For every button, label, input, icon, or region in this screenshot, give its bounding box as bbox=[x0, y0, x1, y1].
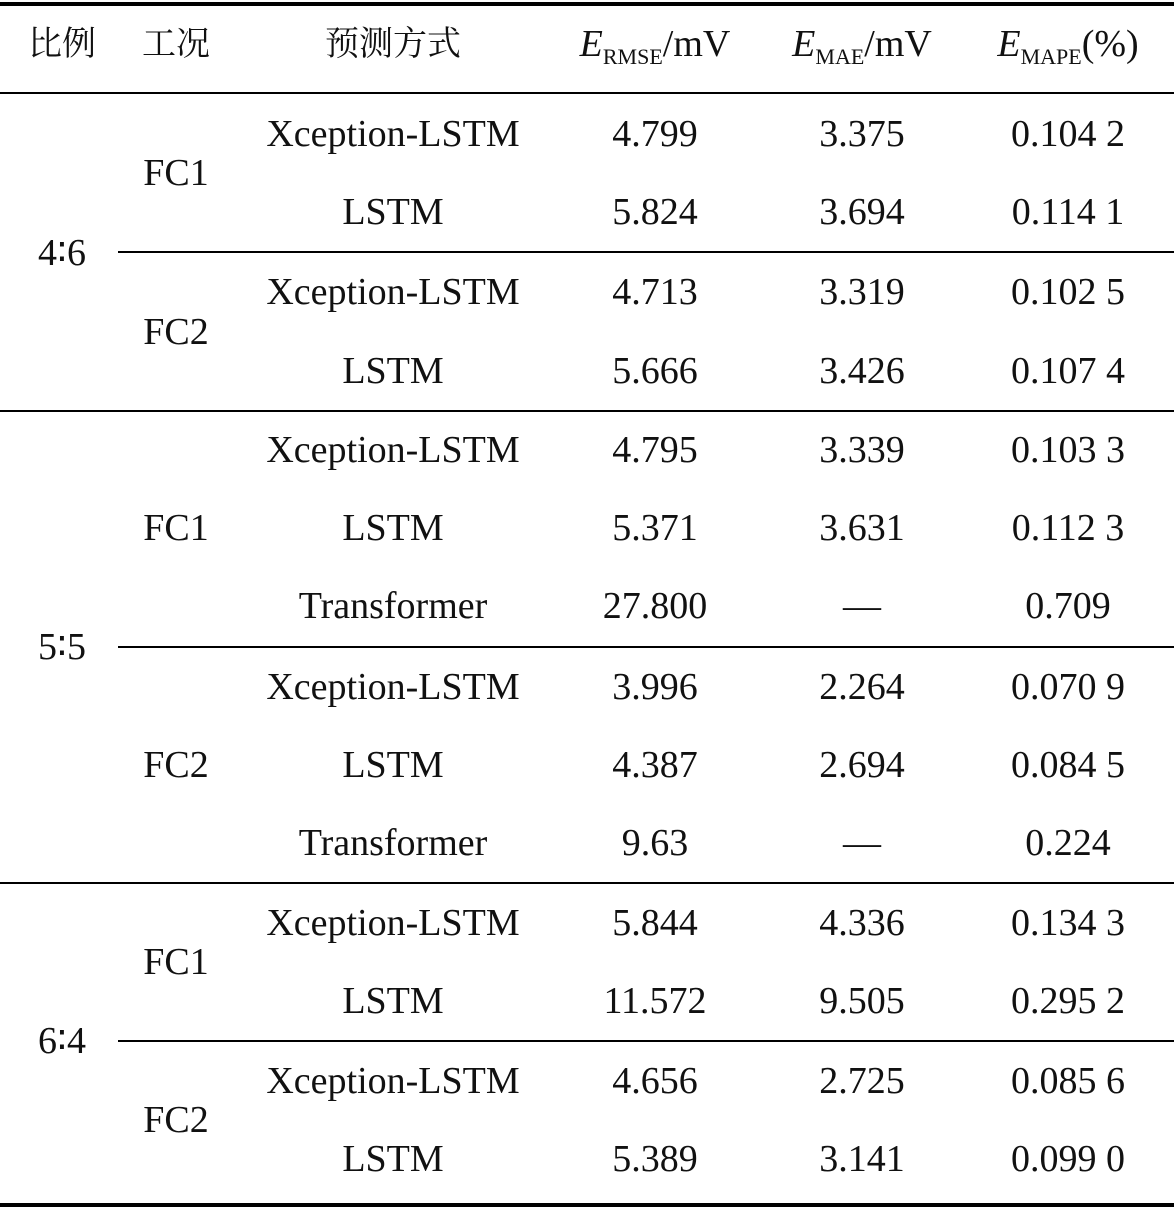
cell-mape: 0.084 5 bbox=[1011, 744, 1125, 786]
cell-rmse: 5.389 bbox=[612, 1138, 698, 1180]
cell-mae: 3.319 bbox=[819, 271, 905, 313]
cell-mape: 0.295 2 bbox=[1011, 980, 1125, 1022]
cell-condition: FC2 bbox=[143, 310, 209, 353]
header-rmse: $E_{RMSE}/mV$ bbox=[579, 23, 731, 69]
cell-rmse: 27.800 bbox=[602, 585, 708, 627]
cell-mae: 3.694 bbox=[819, 191, 905, 233]
cell-method: LSTM bbox=[342, 1138, 444, 1180]
cell-mape: 0.709 bbox=[1025, 585, 1111, 627]
bottom-rule bbox=[0, 1203, 1174, 1207]
cell-rmse: 4.387 bbox=[612, 744, 698, 786]
cell-mape: 0.103 3 bbox=[1011, 429, 1125, 471]
cell-rmse: 4.713 bbox=[612, 271, 698, 313]
cell-mae: 4.336 bbox=[819, 902, 905, 944]
cell-mae: — bbox=[843, 822, 881, 864]
cell-method: Xception-LSTM bbox=[266, 429, 520, 471]
cell-mae: — bbox=[843, 585, 881, 627]
cell-rmse: 5.371 bbox=[612, 507, 698, 549]
cell-method: Xception-LSTM bbox=[266, 902, 520, 944]
cell-condition: FC1 bbox=[143, 152, 209, 194]
cell-method: Xception-LSTM bbox=[266, 1060, 520, 1102]
cell-method: Transformer bbox=[298, 585, 488, 627]
cell-ratio: 6∶4 bbox=[38, 1020, 86, 1062]
cell-rmse: 5.824 bbox=[612, 191, 698, 233]
cell-condition: FC2 bbox=[143, 1099, 209, 1141]
cell-mae: 3.375 bbox=[819, 113, 905, 155]
header-ratio: 比例 bbox=[28, 24, 96, 64]
cell-method: LSTM bbox=[342, 744, 444, 786]
header-mae: $E_{MAE}/mV$ bbox=[792, 23, 932, 69]
cell-rmse: 11.572 bbox=[603, 980, 707, 1022]
cell-condition: FC1 bbox=[143, 941, 209, 983]
cell-method: LSTM bbox=[342, 980, 444, 1022]
condition-rule bbox=[118, 251, 1174, 253]
cell-rmse: 5.844 bbox=[612, 902, 698, 944]
cell-mae: 2.725 bbox=[819, 1060, 905, 1102]
cell-method: Xception-LSTM bbox=[266, 271, 520, 313]
cell-rmse: 9.63 bbox=[621, 822, 689, 864]
cell-method: Xception-LSTM bbox=[266, 113, 520, 155]
cell-mape: 0.134 3 bbox=[1011, 902, 1125, 944]
cell-rmse: 4.795 bbox=[612, 429, 698, 471]
cell-rmse: 5.666 bbox=[612, 350, 698, 392]
cell-mape: 0.085 6 bbox=[1011, 1060, 1125, 1102]
cell-mae: 2.264 bbox=[819, 666, 905, 708]
cell-mae: 3.631 bbox=[819, 507, 905, 549]
cell-method: Transformer bbox=[298, 822, 488, 864]
cell-ratio: 4∶6 bbox=[38, 231, 86, 274]
cell-condition: FC2 bbox=[143, 744, 209, 786]
cell-mape: 0.107 4 bbox=[1011, 350, 1125, 392]
header-mape: $E_{MAPE}(\%)$ bbox=[997, 23, 1139, 69]
cell-rmse: 4.656 bbox=[612, 1060, 698, 1102]
cell-rmse: 3.996 bbox=[612, 666, 698, 708]
cell-mape: 0.114 1 bbox=[1011, 191, 1125, 233]
group-rule bbox=[0, 410, 1174, 412]
cell-mape: 0.112 3 bbox=[1011, 507, 1125, 549]
top-rule bbox=[0, 2, 1174, 6]
condition-rule bbox=[118, 646, 1174, 648]
cell-mape: 0.070 9 bbox=[1011, 666, 1125, 708]
cell-mae: 2.694 bbox=[819, 744, 905, 786]
header-condition: 工况 bbox=[142, 24, 210, 64]
cell-condition: FC1 bbox=[143, 507, 209, 549]
cell-mae: 3.339 bbox=[819, 429, 905, 471]
header-method: 预测方式 bbox=[325, 24, 461, 64]
cell-mape: 0.102 5 bbox=[1011, 271, 1125, 313]
group-rule bbox=[0, 882, 1174, 884]
cell-mape: 0.104 2 bbox=[1011, 113, 1125, 155]
cell-ratio: 5∶5 bbox=[38, 625, 86, 668]
cell-mae: 3.141 bbox=[819, 1138, 905, 1180]
cell-method: LSTM bbox=[342, 191, 444, 233]
cell-mape: 0.224 bbox=[1025, 822, 1111, 864]
cell-mae: 9.505 bbox=[819, 980, 905, 1022]
cell-method: Xception-LSTM bbox=[266, 666, 520, 708]
cell-mape: 0.099 0 bbox=[1011, 1138, 1125, 1180]
cell-method: LSTM bbox=[342, 507, 444, 549]
cell-rmse: 4.799 bbox=[612, 113, 698, 155]
cell-mae: 3.426 bbox=[819, 350, 905, 392]
header-rule bbox=[0, 92, 1174, 94]
cell-method: LSTM bbox=[342, 350, 444, 392]
condition-rule bbox=[118, 1040, 1174, 1042]
